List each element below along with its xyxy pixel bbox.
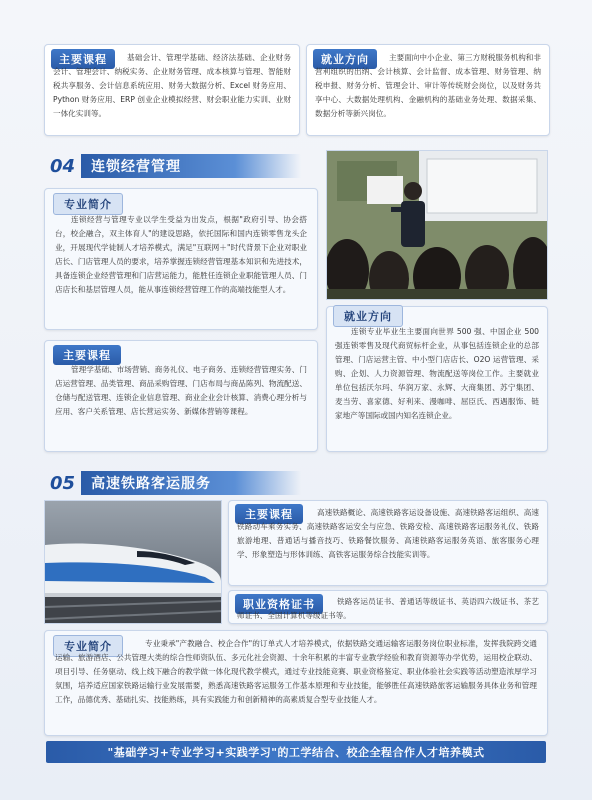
- train-photo: [44, 500, 222, 624]
- section-05-number: 05: [50, 472, 76, 494]
- top-courses-label: 主要课程: [51, 49, 115, 69]
- section-04-courses-text: 管理学基础、市场营销、商务礼仪、电子商务、连锁经营管理实务、门店运营管理、品类管理、商品采购管理、门店布局与商品陈列、物流配送、仓储与配送管理、连锁企业信息管理、商业企业会计核算、消费心理分析与应用、客户关系管理、店长营运实务、新媒体营销等课程。: [55, 365, 307, 416]
- top-courses-text: 基础会计、管理学基础、经济法基础、企业财务会计、管理会计、纳税实务、企业财务管理、成本核算与管理、智能财税共享服务、会计信息系统应用、财务大数据分析、Excel 财务应用、Python 财务应用、ERP 创业企业模拟经营、财会职业能力实训、业财一体化实训等。: [53, 53, 291, 118]
- section-04-courses-box: [44, 340, 318, 452]
- section-04-title: 连锁经营管理: [81, 154, 301, 178]
- train-illustration: [45, 501, 222, 624]
- section-05-courses-box: [228, 500, 548, 586]
- top-career-box: [306, 44, 550, 136]
- section-05-courses-text: 高速铁路概论、高速铁路客运设备设施、高速铁路客运组织、高速铁路动车乘务实务、高速铁路客运安全与应急、铁路安检、高速铁路客运服务礼仪、铁路旅游地理、普通话与播音技巧、铁路餐饮服务、高速铁路客运服务英语、旅客服务心理学、形象塑造与形体训练、高铁客运服务综合技能实训等。: [237, 508, 539, 559]
- training-model-banner: "基础学习+专业学习+实践学习"的工学结合、校企全程合作人才培养模式: [46, 741, 546, 763]
- section-04-header: [40, 151, 320, 181]
- section-04-intro-text: 连锁经营与管理专业以学生受益为出发点，根据"政府引导、协会搭台，校企融合，双主体育人"的建设思路，依托国际和国内连锁零售龙头企业，开展现代学徒制人才培养模式，满足"互联网＋"时代背景下企业对职业店长、门店管理人员的要求，培养掌握连锁经营管理基本知识和先进技术，具备连锁企业经营管理和门店营运能力，能胜任连锁企业职能管理人员、门店店长和基层管理人员，能从事连锁经营管理工作的高端技能型人才。: [55, 215, 307, 294]
- section-05-intro-box: [44, 630, 548, 736]
- section-05-header: [40, 468, 340, 498]
- section-05-certs-label: 职业资格证书: [235, 594, 323, 614]
- section-05-certs-text: 铁路客运员证书、普通话等级证书、英语四六级证书、茶艺师证书、全国计算机等级证书等。: [237, 597, 539, 620]
- section-04-career-label: 就业方向: [333, 305, 403, 327]
- section-04-intro-label: 专业简介: [53, 193, 123, 215]
- classroom-photo: [326, 150, 548, 300]
- section-05-courses-label: 主要课程: [235, 504, 303, 524]
- section-04-career-text: 连锁专业毕业生主要面向世界 500 强、中国企业 500 强连锁零售及现代商贸标杆企业，从事包括连锁企业的总部管理、门店运营主管、中小型门店店长、O2O 运营管理、采购、企划、人力资源管理、物流配送等岗位工作。主要就业单位包括沃尔玛、华润万家、永辉、大商集团、苏宁集团、麦当劳、喜家德、好利来、漫咖啡、屈臣氏、西遇服饰、链家地产等国际或国内知名连锁企业。: [335, 327, 539, 420]
- section-04-courses-label: 主要课程: [53, 345, 121, 365]
- top-courses-box: [44, 44, 300, 136]
- section-05-intro-label: 专业简介: [53, 635, 123, 657]
- top-career-text: 主要面向中小企业、第三方财税服务机构和非营利组织的出纳、会计核算、会计监督、成本管理、财务管理、纳税申报、财务分析、管理会计、审计等传统财会岗位，以及财务共享中心、大数据处理机构、金融机构的基础业务处理、数据采集、数据分析等新兴岗位。: [315, 53, 541, 118]
- section-04-career-box: [326, 306, 548, 452]
- classroom-illustration: [327, 151, 548, 300]
- section-04-number: 04: [50, 155, 76, 177]
- section-05-certs-box: [228, 590, 548, 624]
- section-04-intro-box: [44, 188, 318, 330]
- top-career-label: 就业方向: [313, 49, 377, 69]
- section-05-intro-text: 专业秉承"产教融合、校企合作"的订单式人才培养模式，依据铁路交通运输客运服务岗位职业标准，发挥我院跨交通运输、旅游酒店、公共管理大类的综合性师资队伍、多元化社会资源、十余年积累的丰富专业教学经验和教育资源等办学优势，运用校企联动、项目引导、任务驱动、线上线下融合的教学做一体化现代教学模式，通过专业技能竞赛、职业资格鉴定、职业体验社会实践等活动塑造浓厚学习氛围，培养适应国家铁路运输行业发展需要，熟悉高速铁路客运服务工作基本原理和专业技能，能够胜任高速铁路旅客运输服务具体业务和管理工作，品德优秀、基础扎实、技能熟练，具有实践能力和创新精神的高素质复合型专业技能人才。: [55, 639, 537, 704]
- section-05-title: 高速铁路客运服务: [81, 471, 301, 495]
